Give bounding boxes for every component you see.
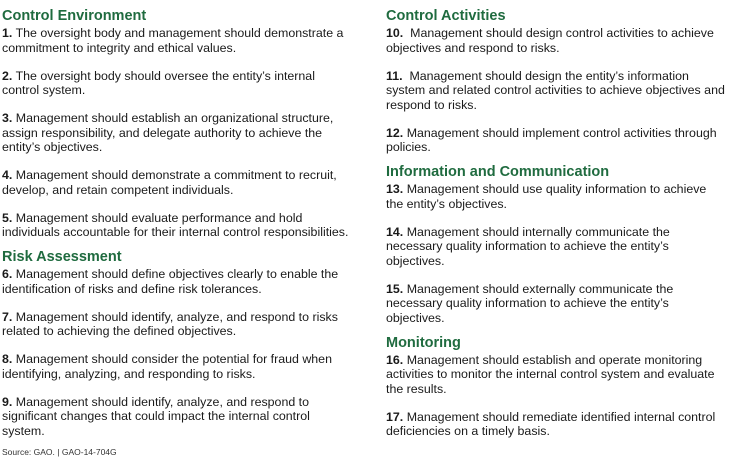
principle-number: 8.: [2, 352, 13, 366]
principle-13: [386, 182, 726, 211]
section-control-environment: [2, 7, 354, 240]
principle-16: [386, 353, 726, 397]
principle-5: [2, 211, 354, 240]
principle-number: 11.: [386, 68, 403, 83]
principle-4: [2, 168, 354, 197]
principle-text: Management should internally communicate the necessary quality information to achieve the entity’s objectives.: [386, 224, 670, 268]
principle-text: Management should remediate identified internal control deficiencies on a timely basis.: [386, 409, 716, 438]
principle-number: 1.: [2, 26, 13, 40]
principle-text: Management should establish and operate monitoring activities to monitor the internal control system and evaluate the results.: [386, 352, 715, 396]
section-control-activities: [386, 7, 726, 155]
principle-text: Management should establish an organizational structure, assign responsibility, and delegate authority to achieve the entity’s objectives.: [2, 111, 334, 154]
principle-number: 4.: [2, 168, 13, 182]
principle-number: 6.: [2, 267, 13, 281]
principle-number: 3.: [2, 111, 13, 125]
principle-number: 16.: [386, 352, 404, 367]
principle-text: Management should use quality information to achieve the entity’s objectives.: [386, 182, 707, 211]
principle-text: Management should consider the potential for fraud when identifying, analyzing, and responding to risks.: [2, 352, 332, 381]
principle-8: [2, 352, 354, 381]
principle-3: [2, 111, 354, 155]
section-title: Risk Assessment: [2, 249, 122, 265]
principle-17: [386, 410, 726, 439]
principle-number: 14.: [386, 224, 404, 239]
principle-1: [2, 26, 354, 55]
principle-15: [386, 282, 726, 326]
principle-10: [386, 26, 726, 55]
principle-12: [386, 126, 726, 155]
section-title: Control Environment: [2, 8, 147, 24]
principle-text: Management should identify, analyze, and respond to risks related to achieving the defined objectives.: [2, 309, 338, 338]
principle-2: [2, 69, 354, 98]
principle-text: Management should design the entity’s information system and related control activities to achieve objectives and respond to risks.: [386, 68, 725, 112]
section-risk-assessment: [2, 248, 354, 438]
section-title: Information and Communication: [386, 164, 610, 180]
principle-text: Management should identify, analyze, and respond to significant changes that could impact the internal control system.: [2, 394, 310, 438]
section-information-communication: [386, 163, 726, 325]
source-note: Source: GAO. | GAO-14-704G: [2, 447, 117, 457]
principle-text: Management should implement control activities through policies.: [386, 125, 717, 154]
principle-text: Management should define objectives clearly to enable the identification of risks and define risk tolerances.: [2, 267, 339, 296]
right-column: [386, 7, 726, 452]
principle-number: 12.: [386, 125, 404, 140]
principle-text: Management should externally communicate the necessary quality information to achieve the entity’s objectives.: [386, 281, 674, 325]
principle-number: 5.: [2, 210, 13, 225]
principle-number: 15.: [386, 281, 404, 296]
principle-text: Management should evaluate performance and hold individuals accountable for their internal control responsibilities.: [2, 210, 349, 239]
principle-14: [386, 225, 726, 269]
principle-number: 7.: [2, 309, 13, 324]
principle-number: 2.: [2, 68, 13, 83]
principle-text: The oversight body and management should demonstrate a commitment to integrity and ethical values.: [2, 26, 344, 55]
section-monitoring: [386, 334, 726, 439]
principle-9: [2, 395, 354, 439]
section-title: Monitoring: [386, 334, 461, 351]
principle-number: 10.: [386, 26, 404, 40]
principle-number: 13.: [386, 182, 404, 196]
principle-text: Management should demonstrate a commitment to recruit, develop, and retain competent individuals.: [2, 168, 337, 197]
principle-text: Management should design control activities to achieve objectives and respond to risks.: [386, 26, 714, 55]
principle-number: 17.: [386, 409, 404, 424]
section-title: Control Activities: [386, 8, 506, 24]
principle-7: [2, 310, 354, 339]
left-column: [2, 7, 354, 452]
principle-6: [2, 267, 354, 296]
principle-number: 9.: [2, 394, 13, 409]
principle-text: The oversight body should oversee the entity’s internal control system.: [2, 68, 315, 97]
principle-11: [386, 69, 726, 113]
